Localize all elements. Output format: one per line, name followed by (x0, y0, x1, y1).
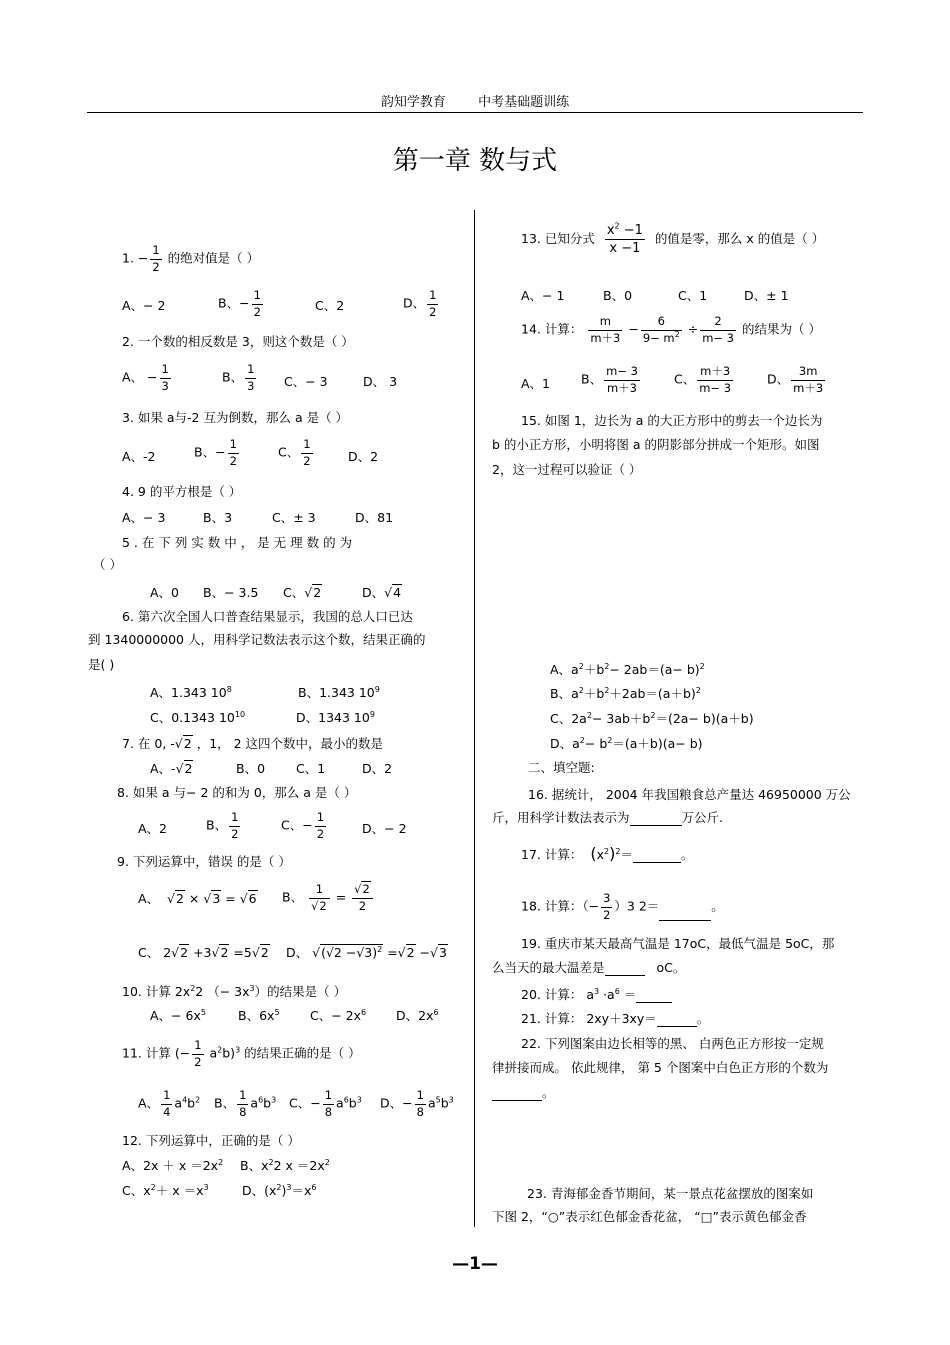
section-fill-blank: 二、填空题: (528, 760, 595, 775)
q8-option-b: B、 $\frac{1}{2}$ (206, 810, 239, 841)
q15-line2: b 的小正方形，小明将图 a 的阴影部分拼成一个矩形。如图 (492, 437, 820, 452)
q16-line2: 斤，用科学计数法表示为 万公斤. (492, 810, 723, 825)
q1-option-b: B、− $\frac{1}{2}$ (218, 288, 261, 319)
q9-option-a: A、 √2 × √3 = √6 (138, 891, 257, 906)
q11-stem: 11. 计算 (− $\frac{1}{2}$ $a^2b)^3$ 的结果正确的是（ ） (122, 1038, 361, 1069)
q7-option-c: C、1 (296, 761, 326, 776)
q3-option-c: C、 $\frac{1}{2}$ (278, 437, 311, 468)
q4-stem: 4. 9 的平方根是（ ） (122, 484, 242, 499)
q9-option-c: C、 2√2 +3√2 =5√2 (138, 945, 269, 960)
q13-option-b: B、0 (603, 288, 633, 303)
header-series: 中考基础题训练 (478, 95, 570, 110)
q11-option-d: D、− $\frac{1}{8}$ $a^5b^3$ (380, 1088, 454, 1119)
q12-option-a: A、$2x + x =2x^2$ (122, 1157, 224, 1173)
q13-option-d: D、± 1 (744, 288, 789, 303)
q1-option-c: C、2 (315, 298, 345, 313)
q23-line1: 23. 青海郁金香节期间，某一景点花盆摆放的图案如 (527, 1186, 814, 1201)
q8-stem: 8. 如果 a 与− 2 的和为 0，那么 a 是（ ） (117, 785, 357, 800)
q22-line1: 22. 下列图案由边长相等的黑、 白两色正方形按一定规 (521, 1036, 824, 1051)
q14-option-a: A、1 (521, 376, 551, 391)
q12-option-c: C、$x^2+ x =x^3$ (122, 1182, 209, 1198)
q14-stem: 14. 计算： $\frac{m}{m+3}$ − $\frac{6}{9- m^2}$ ÷ $\frac{2}{m- 3}$ 的结果为（ ） (521, 314, 821, 345)
q13-option-a: A、− 1 (521, 288, 565, 303)
q12-option-b: B、$x^22$ $x =2x^2$ (240, 1157, 330, 1173)
q6-option-a: A、1.343 $10^8$ (150, 684, 232, 700)
q6-line2: 到 1340000000 人，用科学记数法表示这个数，结果正确的 (88, 632, 426, 647)
column-divider (474, 210, 475, 1227)
q4-option-a: A、− 3 (122, 510, 166, 525)
q23-line2: 下图 2，“○”表示红色郁金香花盆， “□”表示黄色郁金香 (492, 1209, 807, 1224)
q9-stem: 9. 下列运算中，错误 的是（ ） (117, 854, 291, 869)
q3-option-b: B、− $\frac{1}{2}$ (194, 437, 237, 468)
chapter-title: 第一章 数与式 (392, 146, 558, 176)
q17-stem: 17. 计算： $(x^2)^2=$ 。 (521, 844, 694, 863)
q20-stem: 20. 计算： $a^3 \cdot a^6$ ＝ (521, 987, 672, 1003)
q8-option-d: D、− 2 (362, 821, 407, 836)
q3-option-a: A、-2 (122, 449, 156, 464)
q9-option-d: D、 $√(√2 -√3)^2 =√2 -√3$ (286, 944, 447, 960)
q10-option-c: C、− $2x^6$ (310, 1007, 367, 1023)
q5-option-b: B、− 3.5 (203, 585, 259, 600)
q11-option-a: A、 $\frac{1}{4}$ $a^4b^2$ (138, 1088, 201, 1119)
q15-line3: 2，这一过程可以验证（ ） (492, 462, 642, 477)
q13-stem: 13. 已知分式 $\frac{x^2 -1}{x -1}$ 的值是零，那么 x 的值是（ ） (521, 221, 825, 256)
q7-option-d: D、2 (362, 761, 393, 776)
q10-option-d: D、$2x^6$ (396, 1007, 439, 1023)
q14-option-b: B、 $\frac{m- 3}{m+3}$ (581, 364, 638, 395)
q18-stem: 18. 计算：（− $\frac{3}{2}$ ）3 2＝ 。 (521, 891, 724, 922)
q19-line1: 19. 重庆市某天最高气温是 17oC，最低气温是 5oC，那 (521, 936, 835, 951)
q5-cont: （ ） (93, 557, 122, 572)
q15-option-d: D、$a^2- b^2=(a+b)(a- b)$ (550, 735, 703, 751)
q5-option-c: C、√2 (283, 585, 322, 600)
q15-line1: 15. 如图 1，边长为 a 的大正方形中的剪去一个边长为 (521, 413, 823, 428)
q11-option-c: C、− $\frac{1}{8}$ $a^6b^3$ (289, 1088, 362, 1119)
q6-line3: 是( ) (88, 657, 115, 672)
header-rule (87, 112, 863, 113)
q6-option-c: C、0.1343 $10^{10}$ (150, 709, 246, 725)
q14-option-d: D、 $\frac{3m}{m+3}$ (767, 364, 824, 395)
q6-line1: 6. 第六次全国人口普查结果显示，我国的总人口已达 (122, 609, 413, 624)
page-number: —1— (452, 1254, 498, 1274)
page-header (0, 91, 950, 110)
q15-option-c: C、$2a^2- 3ab+b^2=(2a- b)(a+b)$ (550, 710, 754, 726)
q7-option-b: B、0 (236, 761, 266, 776)
q12-stem: 12. 下列运算中，正确的是（ ） (122, 1133, 300, 1148)
q10-option-a: A、− $6x^5$ (150, 1007, 206, 1023)
q2-option-a: A、 − $\frac{1}{3}$ (122, 362, 169, 393)
q2-option-d: D、 3 (363, 374, 398, 389)
q1-option-a: A、− 2 (122, 298, 166, 313)
q7-option-a: A、-√2 (150, 761, 193, 776)
q1-option-d: D、 $\frac{1}{2}$ (403, 288, 437, 319)
q15-option-a: A、$a^2+b^2- 2ab=(a- b)^2$ (550, 661, 705, 677)
q21-stem: 21. 计算： 2xy＋3xy＝ 。 (521, 1011, 710, 1026)
q22-line2: 律拼接而成。 依此规律， 第 5 个图案中白色正方形的个数为 (492, 1060, 829, 1075)
q2-stem: 2. 一个数的相反数是 3，则这个数是（ ） (122, 334, 354, 349)
q16-line1: 16. 据统计， 2004 年我国粮食总产量达 46950000 万公 (528, 787, 851, 802)
q3-stem: 3. 如果 a与-2 互为倒数，那么 a 是（ ） (122, 410, 349, 425)
q4-option-d: D、81 (355, 510, 394, 525)
q15-option-b: B、$a^2+b^2+2ab=(a+b)^2$ (550, 685, 701, 701)
header-org: 韵知学教育 (380, 95, 446, 110)
q5-option-d: D、√4 (362, 585, 402, 600)
q2-option-c: C、− 3 (284, 374, 328, 389)
q4-option-b: B、3 (203, 510, 233, 525)
q11-option-b: B、 $\frac{1}{8}$ $a^6b^3$ (214, 1088, 277, 1119)
q13-option-c: C、1 (678, 288, 708, 303)
q10-option-b: B、$6x^5$ (238, 1007, 280, 1023)
q2-option-b: B、 $\frac{1}{3}$ (222, 362, 255, 393)
q6-option-b: B、1.343 $10^9$ (298, 684, 380, 700)
q8-option-a: A、2 (138, 821, 168, 836)
q14-option-c: C、 $\frac{m+3}{m- 3}$ (674, 364, 732, 395)
q19-line2: 么当天的最大温差是 oC。 (492, 960, 686, 975)
q9-option-b: B、 $\frac{1}{√2}$ = $\frac{√2}{2}$ (282, 884, 375, 912)
q22-line3: 。 (492, 1085, 555, 1101)
q8-option-c: C、− $\frac{1}{2}$ (281, 810, 325, 841)
q3-option-d: D、2 (348, 449, 379, 464)
q1-stem: 1. − $\frac{1}{2}$ 的绝对值是（ ） (122, 243, 260, 274)
q5-option-a: A、0 (150, 585, 180, 600)
q5-stem: 5 . 在 下 列 实 数 中 ， 是 无 理 数 的 为 (122, 535, 353, 550)
q10-stem: 10. 计算 $2x^22$ （− $3x^3$）的结果是（ ） (122, 983, 347, 999)
q6-option-d: D、1343 $10^9$ (296, 709, 375, 725)
q4-option-c: C、± 3 (272, 510, 316, 525)
q7-stem: 7. 在 0, -√2 ，1， 2 这四个数中，最小的数是 (122, 736, 384, 751)
q12-option-d: D、$(x^2)^3=x^6$ (242, 1182, 317, 1198)
